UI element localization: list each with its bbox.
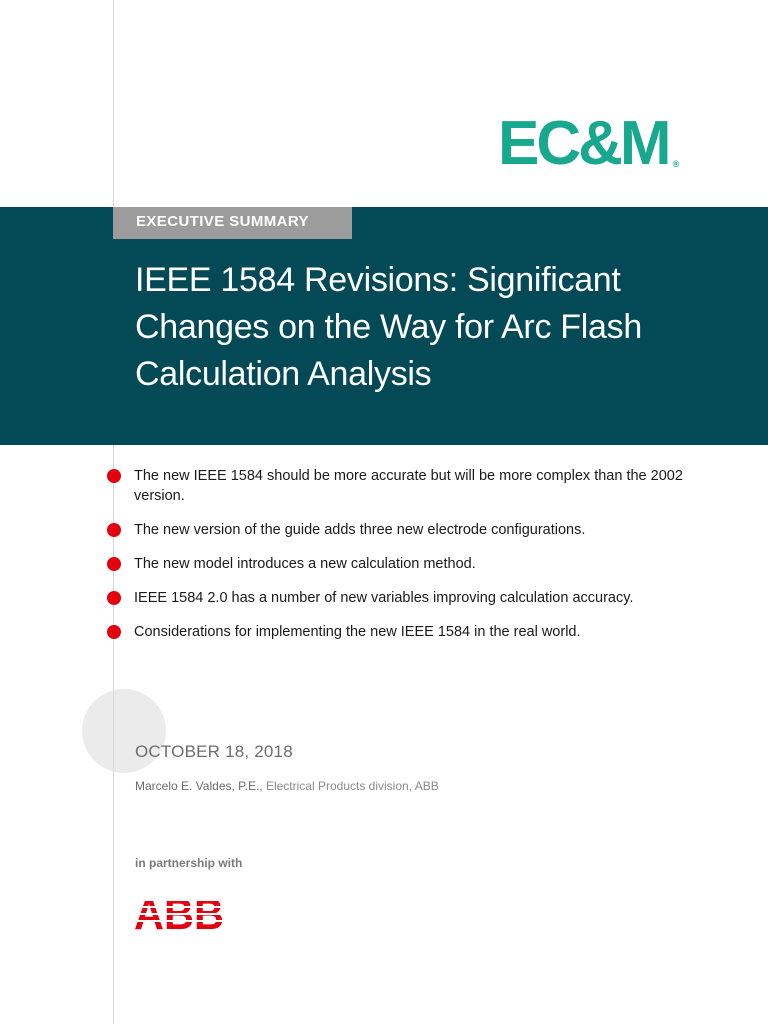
bullet-dot-icon: [107, 523, 121, 537]
bullet-text: The new version of the guide adds three new electrode configurations.: [134, 522, 586, 538]
bullet-text: The new model introduces a new calculation method.: [134, 556, 476, 572]
bullet-text: Considerations for implementing the new IEEE 1584 in the real world.: [134, 624, 581, 640]
title-banner: [0, 207, 768, 445]
summary-bullets: [107, 466, 707, 656]
bullet-item: [107, 520, 707, 540]
document-title: IEEE 1584 Revisions: Significant Changes on the Way for Arc Flash Calculation Analysis: [135, 261, 642, 393]
section-label-text: EXECUTIVE SUMMARY: [136, 213, 309, 230]
ecm-logo: [498, 109, 680, 178]
abb-logo: [134, 893, 224, 933]
bullet-dot-icon: [107, 557, 121, 571]
section-label: [113, 207, 352, 239]
bullet-dot-icon: [107, 469, 121, 483]
partnership-label: in partnership with: [135, 856, 243, 870]
ecm-logo-text: EC&M: [498, 109, 669, 178]
author-name: Marcelo E. Valdes, P.E.,: [135, 779, 263, 793]
bullet-item: [107, 588, 707, 608]
publication-date: OCTOBER 18, 2018: [135, 742, 293, 761]
bullet-text: IEEE 1584 2.0 has a number of new variables improving calculation accuracy.: [134, 590, 634, 606]
registered-mark: ®: [672, 159, 680, 169]
author-affiliation: Electrical Products division, ABB: [262, 779, 439, 793]
author-line: [135, 779, 439, 793]
bullet-dot-icon: [107, 591, 121, 605]
bullet-item: [107, 554, 707, 574]
bullet-item: [107, 622, 707, 642]
bullet-item: [107, 466, 707, 506]
bullet-text: The new IEEE 1584 should be more accurate but will be more complex than the 2002 version.: [134, 468, 683, 504]
bullet-dot-icon: [107, 625, 121, 639]
